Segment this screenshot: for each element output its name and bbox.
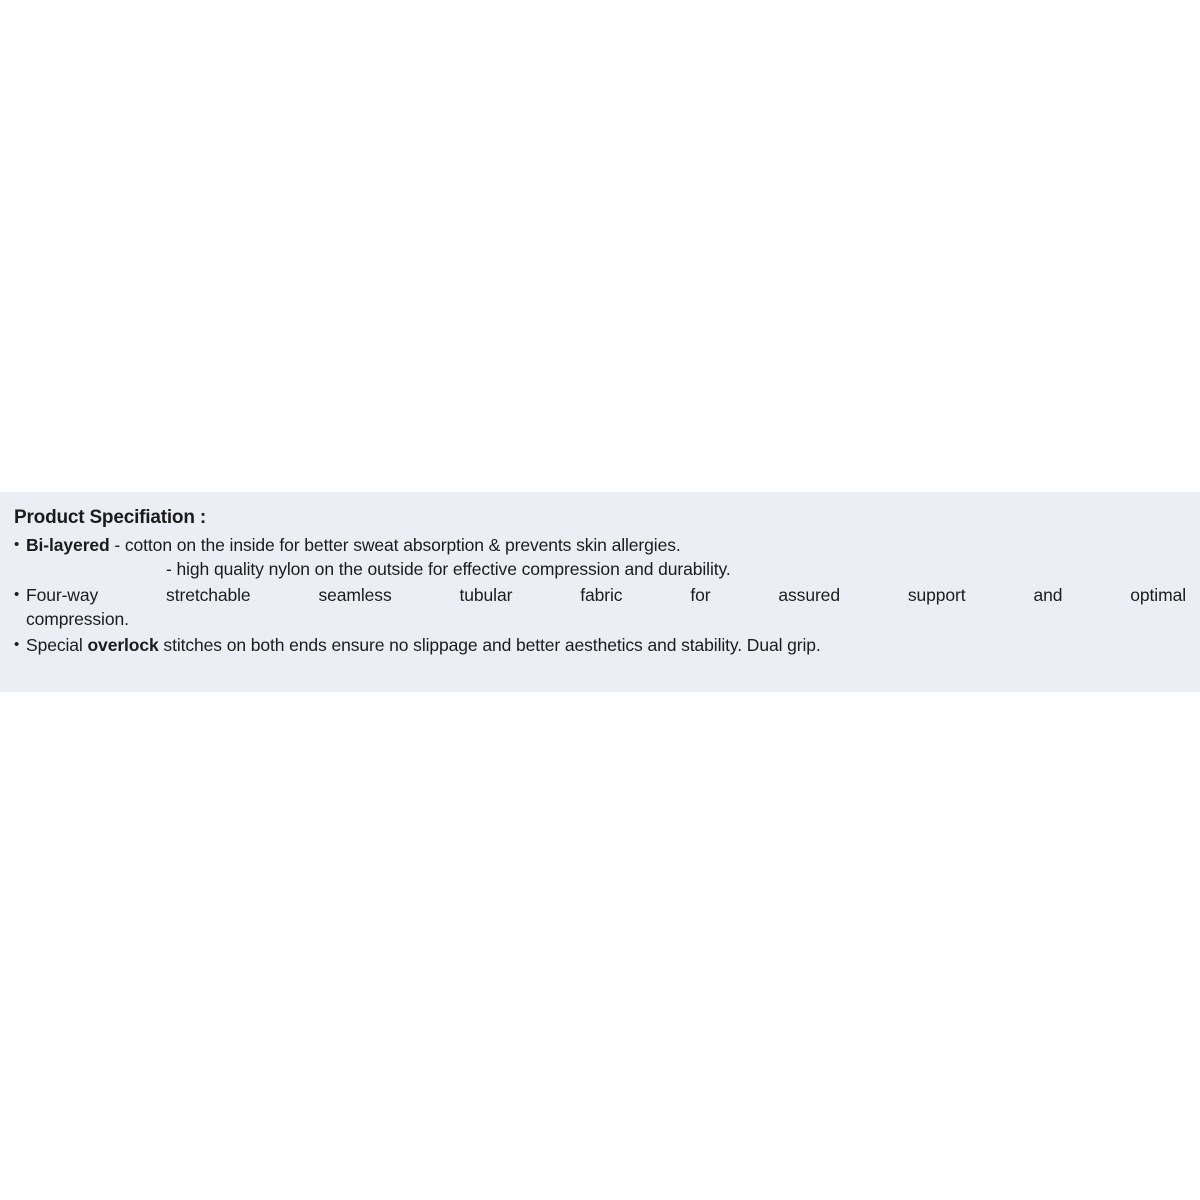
- bullet-text-overlock: [26, 634, 1186, 658]
- bullet-pre-overlock: Special: [26, 635, 88, 656]
- bullet-icon: •: [14, 636, 20, 654]
- bullet-icon: •: [14, 535, 20, 553]
- list-item: [14, 584, 1186, 631]
- page-title: Product Specifiation :: [14, 507, 206, 528]
- list-item: [14, 534, 1186, 582]
- bullet-icon: •: [14, 586, 20, 603]
- bullet-lead-overlock: overlock: [87, 635, 159, 656]
- bullet-lastline-fourway: compression.: [26, 608, 129, 629]
- bullet-subline-bilayered: - high quality nylon on the outside for effective compression and durability.: [166, 559, 731, 580]
- bullet-body-bilayered: - cotton on the inside for better sweat absorption & prevents skin allergies.: [109, 534, 681, 555]
- bullet-text-bilayered: [26, 534, 1186, 582]
- bullet-body-overlock: stitches on both ends ensure no slippage and better aesthetics and stability. Dual grip.: [158, 635, 821, 656]
- list-item: [14, 634, 1186, 658]
- product-specification-panel: [0, 492, 1200, 692]
- bullet-text-fourway: [26, 584, 1186, 631]
- bullet-lead-bilayered: Bi-layered: [26, 534, 110, 555]
- bullet-body-fourway: Four-way stretchable seamless tubular fabric for assured support and optimal: [26, 585, 1186, 605]
